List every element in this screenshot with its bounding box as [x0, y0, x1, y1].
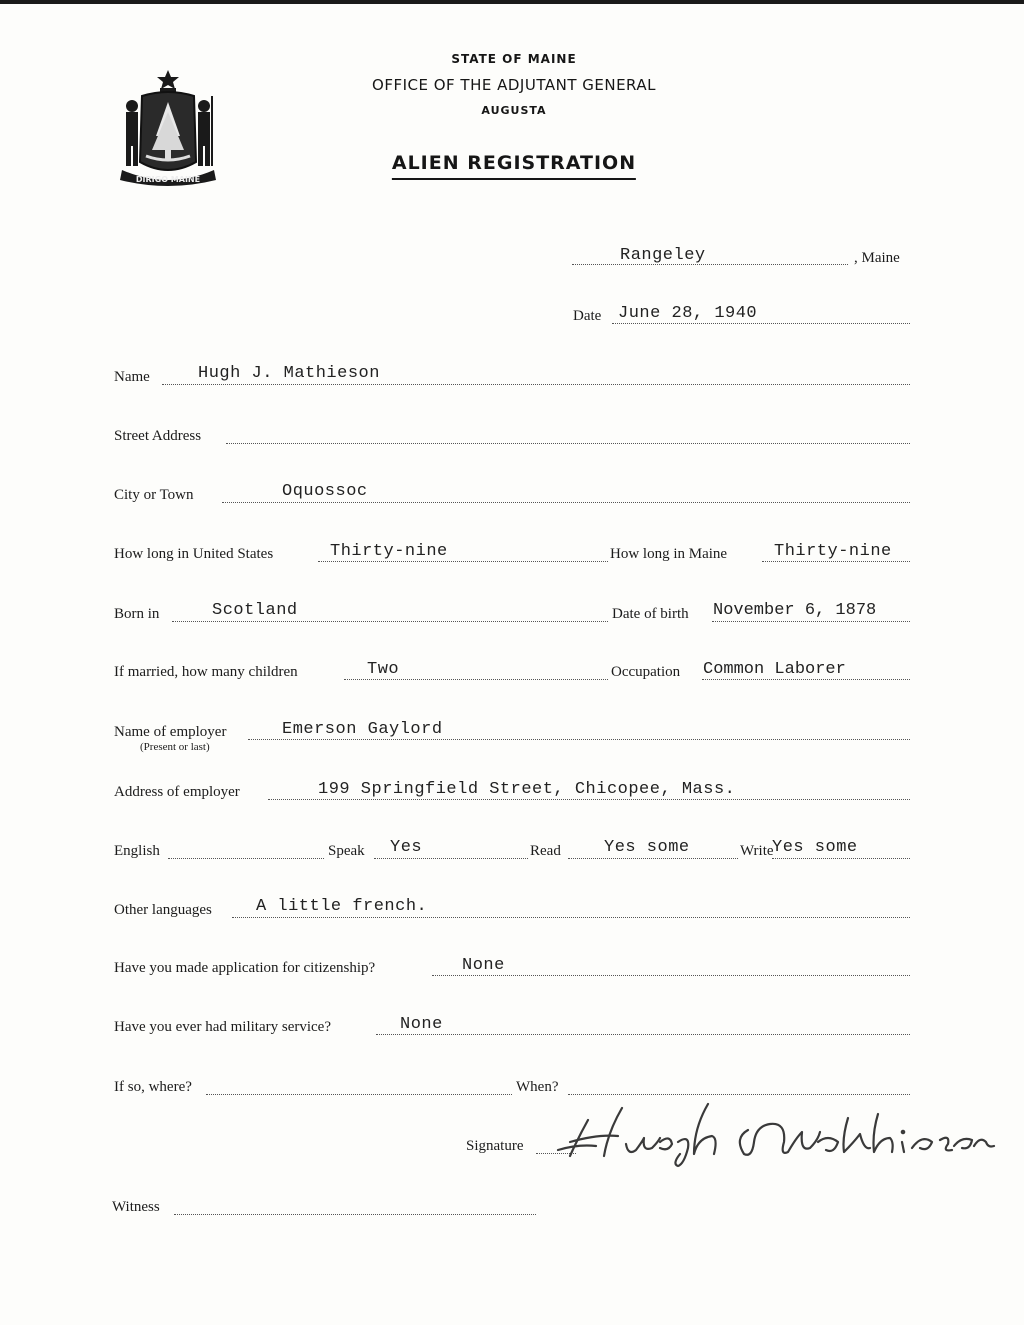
state-heading: STATE OF MAINE	[451, 52, 577, 66]
employer-address-line	[268, 799, 910, 800]
name-label: Name	[114, 369, 150, 385]
form-title: ALIEN REGISTRATION	[392, 152, 636, 180]
name-line	[162, 384, 910, 385]
street-label: Street Address	[114, 428, 202, 444]
place-value[interactable]: Rangeley	[620, 246, 706, 265]
military-label: Have you ever had military service?	[114, 1019, 331, 1035]
witness-label: Witness	[112, 1199, 160, 1215]
citizenship-value[interactable]: None	[462, 956, 505, 975]
other-languages-value[interactable]: A little french.	[256, 897, 428, 916]
write-value[interactable]: Yes some	[772, 838, 858, 857]
long-maine-line	[762, 561, 910, 562]
long-us-value[interactable]: Thirty-nine	[330, 542, 448, 561]
city-line	[222, 502, 910, 503]
place-line	[572, 264, 848, 265]
write-label: Write	[740, 843, 774, 859]
employer-address-value[interactable]: 199 Springfield Street, Chicopee, Mass.	[318, 780, 736, 799]
speak-line	[374, 858, 528, 859]
dob-label: Date of birth	[612, 606, 689, 622]
long-us-line	[318, 561, 608, 562]
born-line	[172, 621, 608, 622]
military-value[interactable]: None	[400, 1015, 443, 1034]
when-line	[568, 1094, 910, 1095]
children-line	[344, 679, 608, 680]
maine-state-seal-icon	[112, 66, 224, 190]
dob-line	[712, 621, 910, 622]
where-line	[206, 1094, 512, 1095]
born-value[interactable]: Scotland	[212, 601, 298, 620]
employer-value[interactable]: Emerson Gaylord	[282, 720, 443, 739]
witness-line	[174, 1214, 536, 1215]
dob-value[interactable]: November 6, 1878	[713, 601, 877, 620]
employer-address-label: Address of employer	[114, 784, 240, 800]
occupation-line	[702, 679, 910, 680]
maine-label: , Maine	[854, 250, 900, 266]
occupation-value[interactable]: Common Laborer	[703, 660, 846, 679]
speak-value[interactable]: Yes	[390, 838, 423, 857]
city-value[interactable]: Oquossoc	[282, 482, 368, 501]
speak-label: Speak	[328, 843, 365, 859]
military-line	[376, 1034, 910, 1035]
employer-sublabel: (Present or last)	[140, 741, 210, 753]
other-languages-line	[232, 917, 910, 918]
long-us-label: How long in United States	[114, 546, 274, 562]
long-maine-label: How long in Maine	[610, 546, 728, 562]
read-value[interactable]: Yes some	[604, 838, 690, 857]
street-line	[226, 443, 910, 444]
citizenship-label: Have you made application for citizenship?	[114, 960, 376, 976]
signature-label: Signature	[466, 1138, 524, 1154]
date-line	[612, 323, 910, 324]
employer-label: Name of employer	[114, 724, 227, 740]
top-border	[0, 0, 1024, 4]
read-label: Read	[530, 843, 561, 859]
date-label: Date	[573, 308, 602, 324]
when-label: When?	[516, 1079, 559, 1095]
date-value[interactable]: June 28, 1940	[618, 304, 758, 323]
children-value[interactable]: Two	[367, 660, 400, 679]
read-line	[568, 858, 738, 859]
write-line	[772, 858, 910, 859]
where-label: If so, where?	[114, 1079, 192, 1095]
citizenship-line	[432, 975, 910, 976]
long-maine-value[interactable]: Thirty-nine	[774, 542, 892, 561]
occupation-label: Occupation	[611, 664, 681, 680]
office-heading: OFFICE OF THE ADJUTANT GENERAL	[372, 76, 656, 94]
other-languages-label: Other languages	[114, 902, 212, 918]
name-value[interactable]: Hugh J. Mathieson	[198, 364, 380, 383]
children-label: If married, how many children	[114, 664, 298, 680]
svg-text:DIRIGO MAINE: DIRIGO MAINE	[135, 175, 201, 184]
signature-image[interactable]	[548, 1098, 998, 1168]
city-heading: AUGUSTA	[481, 104, 547, 117]
city-label: City or Town	[114, 487, 194, 503]
english-label: English	[114, 843, 160, 859]
english-line	[168, 858, 324, 859]
born-label: Born in	[114, 606, 160, 622]
employer-line	[248, 739, 910, 740]
